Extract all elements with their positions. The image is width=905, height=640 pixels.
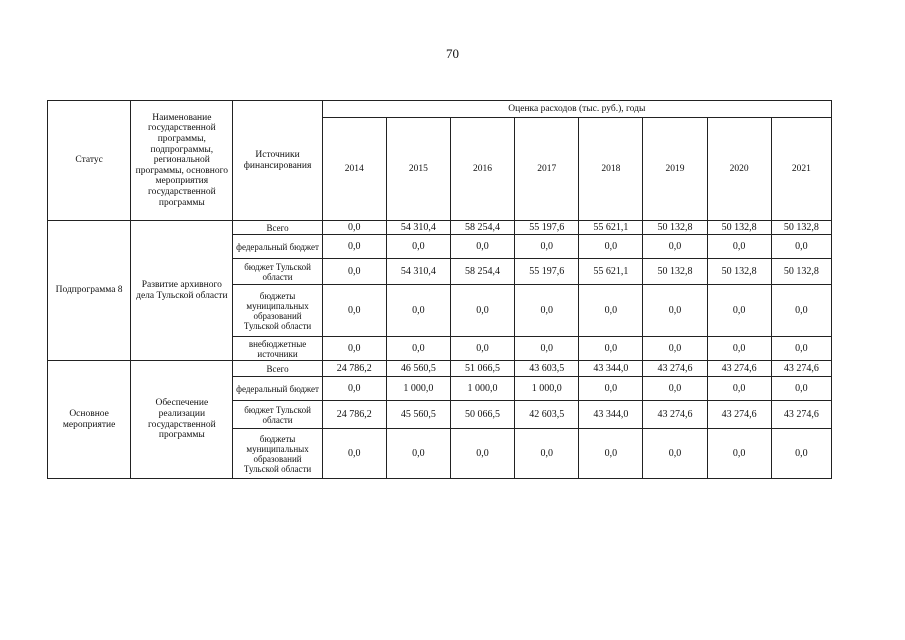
amount-cell: 24 786,2 xyxy=(322,401,386,429)
status-cell: Основное мероприятие xyxy=(48,361,131,479)
status-cell: Подпрограмма 8 xyxy=(48,221,131,361)
amount-cell: 0,0 xyxy=(579,235,643,259)
amount-cell: 0,0 xyxy=(322,377,386,401)
amount-cell: 1 000,0 xyxy=(515,377,579,401)
amount-cell: 43 274,6 xyxy=(707,361,771,377)
amount-cell: 0,0 xyxy=(707,235,771,259)
amount-cell: 0,0 xyxy=(707,337,771,361)
funding-source-cell: федеральный бюджет xyxy=(233,377,322,401)
amount-cell: 50 132,8 xyxy=(643,221,707,235)
amount-cell: 0,0 xyxy=(515,337,579,361)
amount-cell: 55 197,6 xyxy=(515,259,579,285)
header-estimate: Оценка расходов (тыс. руб.), годы xyxy=(322,101,831,118)
table-body xyxy=(48,221,832,479)
header-year: 2014 xyxy=(322,118,386,221)
header-sources: Источники финансирования xyxy=(233,101,322,221)
table-row xyxy=(48,221,832,235)
amount-cell: 1 000,0 xyxy=(386,377,450,401)
page-number: 70 xyxy=(446,46,459,61)
table-row xyxy=(48,361,832,377)
header-year: 2020 xyxy=(707,118,771,221)
funding-source-cell: внебюджетные источники xyxy=(233,337,322,361)
amount-cell: 42 603,5 xyxy=(515,401,579,429)
amount-cell: 0,0 xyxy=(515,285,579,337)
amount-cell: 0,0 xyxy=(322,429,386,479)
amount-cell: 43 344,0 xyxy=(579,401,643,429)
amount-cell: 0,0 xyxy=(643,285,707,337)
amount-cell: 43 274,6 xyxy=(707,401,771,429)
amount-cell: 0,0 xyxy=(579,429,643,479)
amount-cell: 0,0 xyxy=(386,429,450,479)
amount-cell: 58 254,4 xyxy=(450,221,514,235)
amount-cell: 0,0 xyxy=(322,285,386,337)
header-status: Статус xyxy=(48,101,131,221)
funding-source-cell: Всего xyxy=(233,361,322,377)
header-year: 2018 xyxy=(579,118,643,221)
amount-cell: 54 310,4 xyxy=(386,221,450,235)
amount-cell: 0,0 xyxy=(515,429,579,479)
amount-cell: 0,0 xyxy=(643,377,707,401)
header-name: Наименование государственной программы, подпрограммы, региональной программы, основного мероприятия государственной программы xyxy=(131,101,233,221)
header-year: 2021 xyxy=(771,118,831,221)
header-year: 2015 xyxy=(386,118,450,221)
program-name-cell: Развитие архивного дела Тульской области xyxy=(131,221,233,361)
budget-table xyxy=(47,100,832,479)
amount-cell: 50 132,8 xyxy=(771,259,831,285)
header-year: 2019 xyxy=(643,118,707,221)
amount-cell: 0,0 xyxy=(450,429,514,479)
amount-cell: 50 132,8 xyxy=(707,221,771,235)
amount-cell: 43 603,5 xyxy=(515,361,579,377)
amount-cell: 43 274,6 xyxy=(643,361,707,377)
amount-cell: 43 274,6 xyxy=(771,361,831,377)
program-name-cell: Обеспечение реализации государственной программы xyxy=(131,361,233,479)
amount-cell: 55 621,1 xyxy=(579,221,643,235)
amount-cell: 0,0 xyxy=(643,429,707,479)
amount-cell: 0,0 xyxy=(322,337,386,361)
amount-cell: 45 560,5 xyxy=(386,401,450,429)
amount-cell: 0,0 xyxy=(386,235,450,259)
amount-cell: 0,0 xyxy=(579,337,643,361)
amount-cell: 0,0 xyxy=(450,337,514,361)
amount-cell: 50 066,5 xyxy=(450,401,514,429)
amount-cell: 55 197,6 xyxy=(515,221,579,235)
amount-cell: 0,0 xyxy=(386,285,450,337)
amount-cell: 0,0 xyxy=(386,337,450,361)
amount-cell: 55 621,1 xyxy=(579,259,643,285)
amount-cell: 0,0 xyxy=(322,259,386,285)
amount-cell: 54 310,4 xyxy=(386,259,450,285)
amount-cell: 0,0 xyxy=(707,285,771,337)
header-year: 2017 xyxy=(515,118,579,221)
amount-cell: 24 786,2 xyxy=(322,361,386,377)
amount-cell: 0,0 xyxy=(515,235,579,259)
amount-cell: 0,0 xyxy=(450,285,514,337)
amount-cell: 46 560,5 xyxy=(386,361,450,377)
amount-cell: 0,0 xyxy=(707,377,771,401)
amount-cell: 0,0 xyxy=(579,377,643,401)
amount-cell: 51 066,5 xyxy=(450,361,514,377)
funding-source-cell: бюджет Тульской области xyxy=(233,401,322,429)
amount-cell: 0,0 xyxy=(450,235,514,259)
amount-cell: 0,0 xyxy=(322,235,386,259)
amount-cell: 43 344,0 xyxy=(579,361,643,377)
amount-cell: 0,0 xyxy=(771,429,831,479)
amount-cell: 0,0 xyxy=(771,377,831,401)
header-year: 2016 xyxy=(450,118,514,221)
amount-cell: 50 132,8 xyxy=(707,259,771,285)
amount-cell: 58 254,4 xyxy=(450,259,514,285)
funding-source-cell: бюджеты муниципальных образований Тульской области xyxy=(233,429,322,479)
amount-cell: 0,0 xyxy=(643,235,707,259)
amount-cell: 0,0 xyxy=(707,429,771,479)
amount-cell: 50 132,8 xyxy=(771,221,831,235)
amount-cell: 1 000,0 xyxy=(450,377,514,401)
funding-source-cell: федеральный бюджет xyxy=(233,235,322,259)
amount-cell: 43 274,6 xyxy=(643,401,707,429)
funding-source-cell: бюджеты муниципальных образований Тульской области xyxy=(233,285,322,337)
amount-cell: 0,0 xyxy=(322,221,386,235)
funding-source-cell: Всего xyxy=(233,221,322,235)
amount-cell: 0,0 xyxy=(771,285,831,337)
amount-cell: 0,0 xyxy=(771,235,831,259)
amount-cell: 0,0 xyxy=(579,285,643,337)
amount-cell: 43 274,6 xyxy=(771,401,831,429)
funding-source-cell: бюджет Тульской области xyxy=(233,259,322,285)
amount-cell: 0,0 xyxy=(643,337,707,361)
amount-cell: 0,0 xyxy=(771,337,831,361)
amount-cell: 50 132,8 xyxy=(643,259,707,285)
